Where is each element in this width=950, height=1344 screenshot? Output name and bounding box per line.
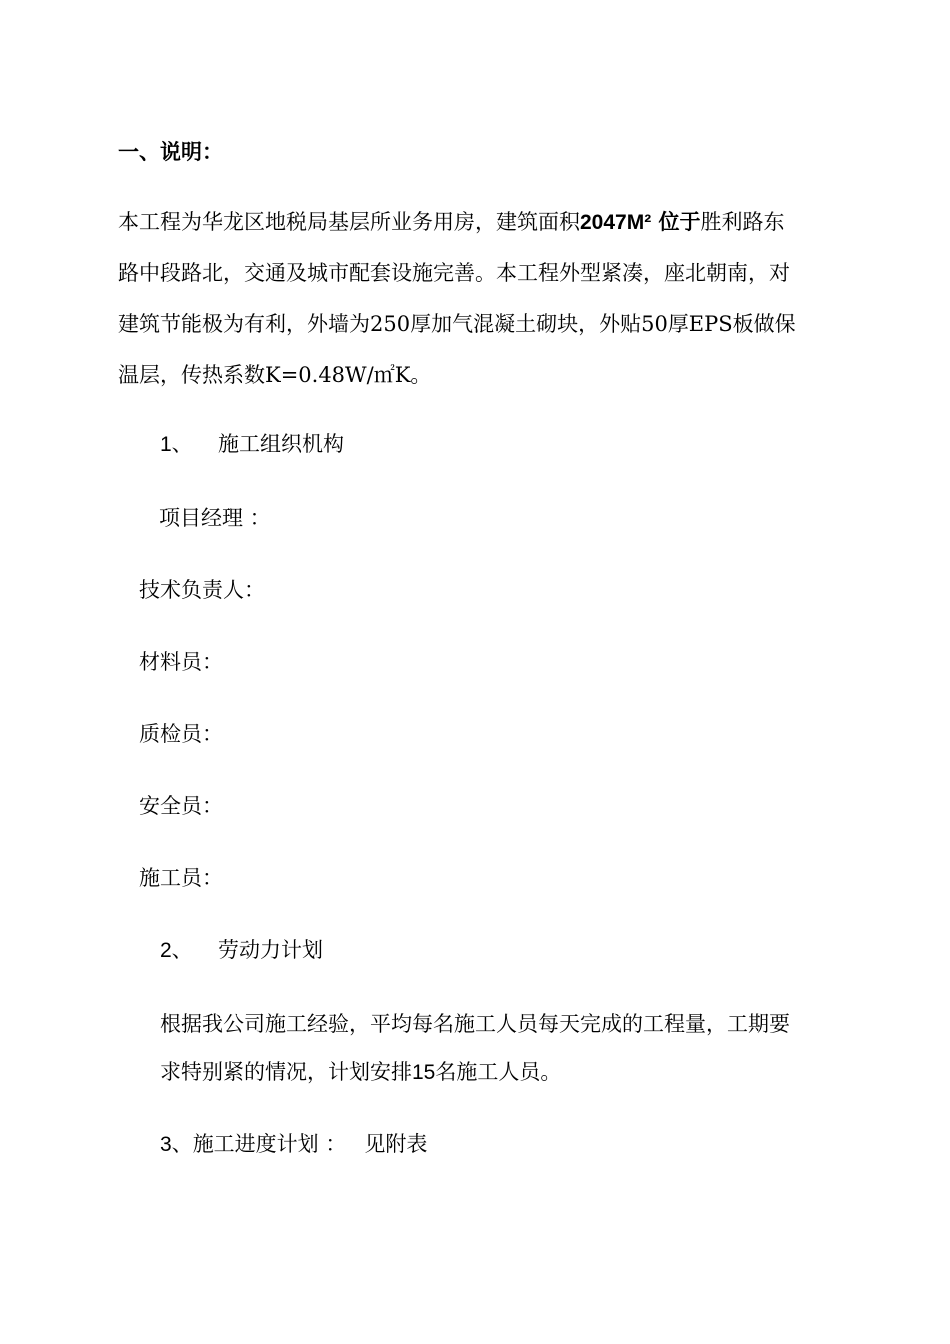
labor-plan-line-2 bbox=[160, 1058, 561, 1087]
intro-text: 本工程为华龙区地税局基层所业务用房，建筑面积 bbox=[118, 210, 580, 234]
section-title: 施工进度计划 ： bbox=[192, 1132, 347, 1156]
intro-line-4: 温层，传热系数K=0.48W/㎡K。 bbox=[118, 363, 432, 387]
section-number: 1、 bbox=[160, 433, 193, 456]
location-prefix: 位于 bbox=[651, 209, 701, 234]
labor-text: 求特别紧的情况，计划安排 bbox=[160, 1060, 412, 1084]
section-3-title bbox=[160, 1130, 427, 1159]
role-construction: 施工员： bbox=[139, 866, 223, 890]
section-1-title bbox=[160, 430, 344, 459]
role-materials: 材料员： bbox=[139, 650, 223, 674]
section-number: 3、 bbox=[160, 1133, 193, 1156]
role-quality-inspector: 质检员： bbox=[139, 722, 223, 746]
intro-line-3: 建筑节能极为有利，外墙为250厚加气混凝土砌块，外贴50厚EPS板做保 bbox=[118, 312, 796, 336]
section-title: 劳动力计划 bbox=[218, 938, 323, 962]
intro-line-1 bbox=[118, 208, 785, 237]
section-number: 2、 bbox=[160, 939, 193, 962]
intro-text-cont: 胜利路东 bbox=[700, 210, 785, 234]
intro-line-2: 路中段路北，交通及城市配套设施完善。本工程外型紧凑，座北朝南，对 bbox=[118, 261, 790, 285]
schedule-reference: 见附表 bbox=[364, 1132, 428, 1156]
section-2-title bbox=[160, 936, 323, 965]
section-heading: 一、说明： bbox=[118, 140, 223, 164]
labor-plan-line-1: 根据我公司施工经验，平均每名施工人员每天完成的工程量，工期要 bbox=[160, 1012, 790, 1036]
worker-count: 15 bbox=[412, 1061, 436, 1084]
building-area: 2047M² bbox=[580, 211, 652, 234]
role-technical-lead: 技术负责人： bbox=[139, 578, 265, 602]
role-safety: 安全员： bbox=[139, 794, 223, 818]
labor-text-cont: 名施工人员。 bbox=[435, 1060, 562, 1084]
section-title: 施工组织机构 bbox=[218, 432, 344, 456]
role-project-manager: 项目经理 ： bbox=[159, 506, 271, 530]
